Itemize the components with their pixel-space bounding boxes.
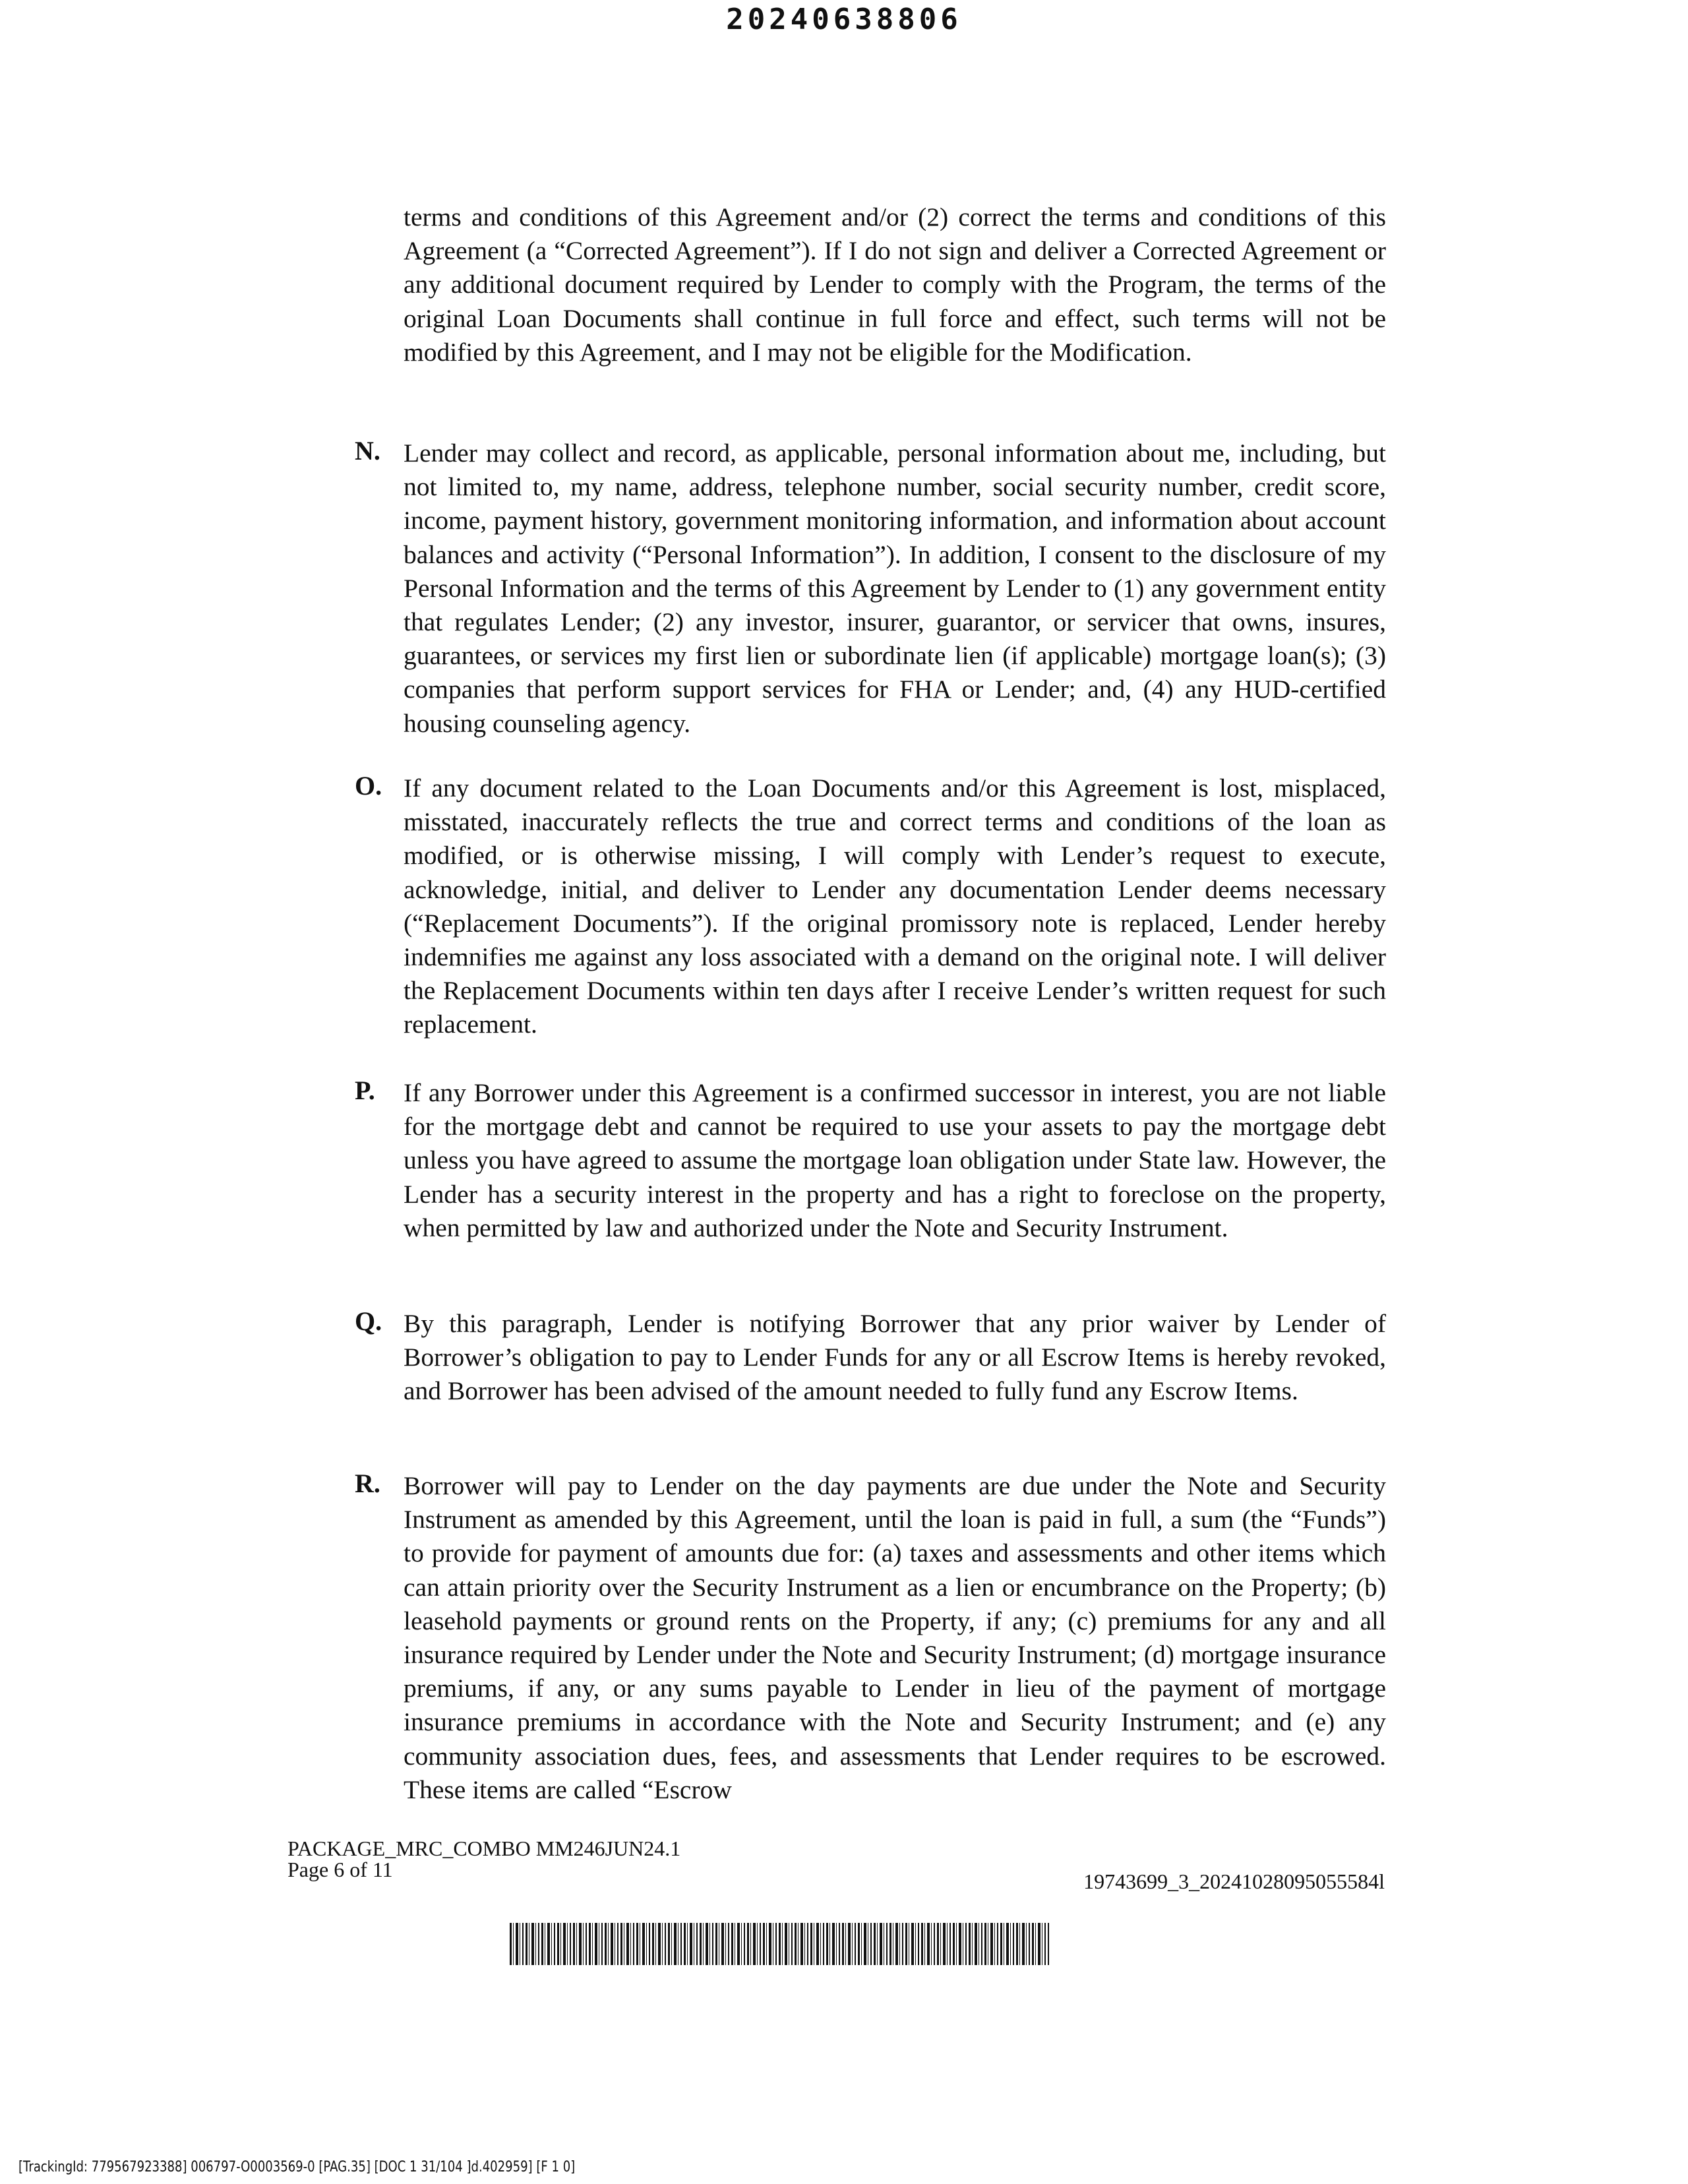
clause-letter-r: R.	[355, 1469, 380, 1498]
continued-paragraph: terms and conditions of this Agreement and/or (2) correct the terms and conditions of this Agreement (a “Corrected Agreement”). If I do not sign and deliver a Corrected Agreement or any additional document required by Lender to comply with the Program, the terms of the original Loan Documents shall continue in full force and effect, such terms will not be modified by this Agreement, and I may not be eligible for the Modification.	[404, 202, 1386, 367]
clause-q-text: By this paragraph, Lender is notifying Borrower that any prior waiver by Lender of Borrower’s obligation to pay to Lender Funds for any or all Escrow Items is hereby revoked, and Borrower has been advised of the amount needed to fully fund any Escrow Items.	[404, 1309, 1386, 1406]
document-id: 19743699_3_20241028095055584l	[1083, 1869, 1385, 1893]
clause-letter-o: O.	[355, 771, 382, 801]
barcode	[510, 1923, 1049, 1965]
package-code: PACKAGE_MRC_COMBO MM246JUN24.1	[287, 1836, 681, 1860]
clause-r-text: Borrower will pay to Lender on the day payments are due under the Note and Security Instrument as amended by this Agreement, until the loan is paid in full, a sum (the “Funds”) to provide for payment of amounts due for: (a) taxes and assessments and other items which can attain priority over the Security Instrument as a lien or encumbrance on the Property; (b) leasehold payments or ground rents on the Property, if any; (c) premiums for any and all insurance required by Lender under the Note and Security Instrument; (d) mortgage insurance premiums, if any, or any sums payable to Lender in lieu of the payment of mortgage insurance premiums in accordance with the Note and Security Instrument; and (e) any community association dues, fees, and assessments that Lender requires to be escrowed. These items are called “Escrow	[404, 1471, 1386, 1804]
clause-o-text: If any document related to the Loan Documents and/or this Agreement is lost, misplaced, misstated, inaccurately reflects the true and correct terms and conditions of the loan as modified, or is otherwise missing, I will comply with Lender’s request to execute, acknowledge, initial, and deliver to Lender any documentation Lender deems necessary (“Replacement Documents”). If the original promissory note is replaced, Lender hereby indemnifies me against any loss associated with a demand on the original note. I will deliver the Replacement Documents within ten days after I receive Lender’s written request for such replacement.	[404, 774, 1386, 1039]
tracking-line: [TrackingId: 779567923388] 006797-O0003569-0 [PAG.35] [DOC 1 31/104 ]d.402959] [F 1 0]	[18, 2159, 576, 2175]
clause-letter-n: N.	[355, 436, 380, 466]
document-number: 20240638806	[726, 3, 962, 36]
clause-letter-q: Q.	[355, 1306, 382, 1336]
page-number: Page 6 of 11	[287, 1858, 393, 1881]
clause-p-text: If any Borrower under this Agreement is a confirmed successor in interest, you are not liable for the mortgage debt and cannot be required to use your assets to pay the mortgage debt unless you have agreed to assume the mortgage loan obligation under State law. However, the Lender has a security interest in the property and has a right to foreclose on the property, when permitted by law and authorized under the Note and Security Instrument.	[404, 1078, 1386, 1242]
clause-n-text: Lender may collect and record, as applicable, personal information about me, including, but not limited to, my name, address, telephone number, social security number, credit score, income, payment history, government monitoring information, and information about account balances and activity (“Personal Information”). In addition, I consent to the disclosure of my Personal Information and the terms of this Agreement by Lender to (1) any government entity that regulates Lender; (2) any investor, insurer, guarantor, or servicer that owns, insures, guarantees, or services my first lien or subordinate lien (if applicable) mortgage loan(s); (3) companies that perform support services for FHA or Lender; and, (4) any HUD-certified housing counseling agency.	[404, 439, 1386, 738]
clause-letter-p: P.	[355, 1076, 375, 1105]
